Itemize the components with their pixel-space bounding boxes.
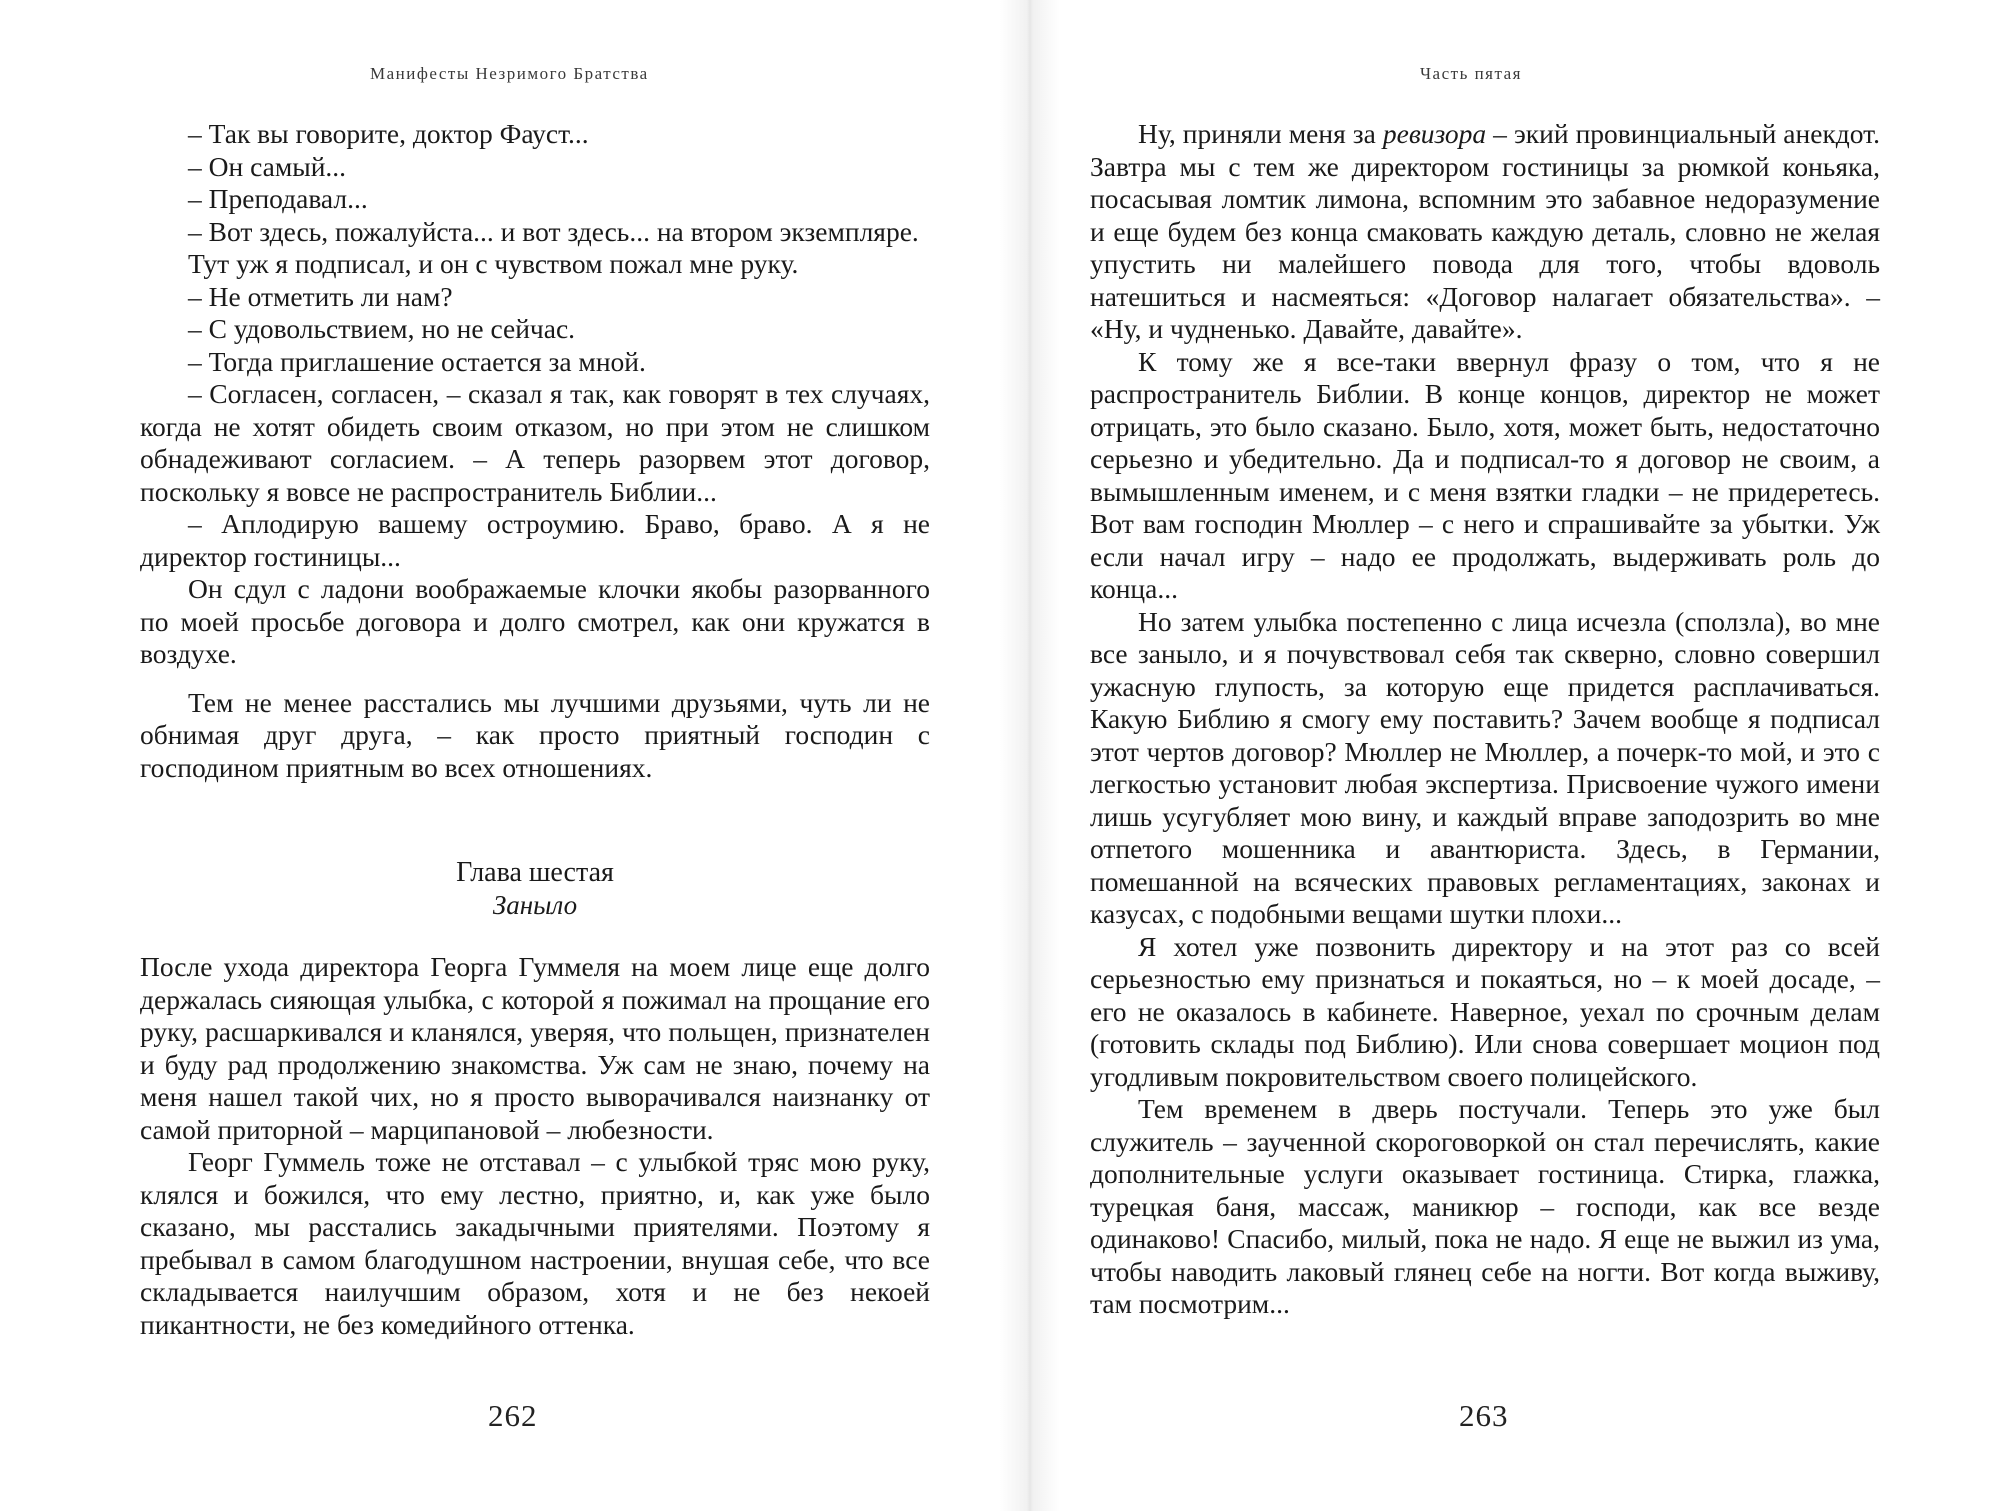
paragraph: Тем не менее расстались мы лучшими друзьями, чуть ли не обнимая друг друга, – как просто приятный господин с господином приятным во всех отношениях. xyxy=(140,686,930,783)
paragraph: К тому же я все-таки ввернул фразу о том, что я не распространитель Библии. В конце концов, директор не может отрицать, это было сказано. Было, хотя, может быть, недостаточно серьезно и убедительно. Да и подписал-то я договор не своим, а вымышленным именем, и с меня взятки гладки – не придеретесь. Вот вам господин Мюллер – с него и спрашивайте за убытки. Уж если начал игру – надо ее продолжать, выдерживать роль до конца... xyxy=(1090,345,1880,604)
paragraph: – Он самый... xyxy=(188,150,347,182)
italic-word: ревизора xyxy=(1382,118,1487,149)
paragraph: – Вот здесь, пожалуйста... и вот здесь... на втором экземпляре. xyxy=(188,215,919,247)
paragraph: Георг Гуммель тоже не отставал – с улыбкой тряс мою руку, клялся и божился, что ему лестно, приятно, и, как уже было сказано, мы расстались закадычными приятелями. Поэтому я пребывал в самом благодушном настроении, внушая себе, что все складывается наилучшим образом, хотя и не без некоей пикантности, не без комедийного оттенка. xyxy=(140,1146,930,1340)
left-page-number: 262 xyxy=(488,1398,538,1433)
chapter-heading xyxy=(140,856,930,921)
paragraph: Тут уж я подписал, и он с чувством пожал мне руку. xyxy=(188,248,799,279)
paragraph: – Не отметить ли нам? xyxy=(188,280,453,312)
paragraph: – Так вы говорите, доктор Фауст... xyxy=(188,118,589,149)
paragraph: Но затем улыбка постепенно с лица исчезла (сползла), во мне все заныло, и я почувствовал себя так скверно, словно совершил ужасную глупость, за которую еще придется расплачиваться. Какую Библию я смогу ему поставить? Зачем вообще я подписал этот чертов договор? Мюллер не Мюллер, а почерк-то мой, и это с легкостью установит любая экспертиза. Присвоение чужого имени лишь усугубляет мою вину, и каждый вправе заподозрить во мне отпетого мошенника и авантюриста. Здесь, в Германии, помешанной на всяческих правовых регламентациях, законах и казусах, с подобными вещами шутки плохи... xyxy=(1090,605,1880,929)
right-page-number: 263 xyxy=(1459,1398,1509,1433)
left-page-text xyxy=(140,118,930,1341)
paragraph: Он сдул с ладони воображаемые клочки якобы разорванного по моей просьбе договора и долго смотрел, как они кружатся в воздухе. xyxy=(140,573,930,669)
chapter-title: Глава шестая xyxy=(456,857,614,888)
paragraph-text: Ну, приняли меня за xyxy=(1138,118,1383,149)
paragraph: После ухода директора Георга Гуммеля на моем лице еще долго держалась сияющая улыбка, с которой я пожимал на прощание его руку, расшаркивался и кланялся, уверяя, что польщен, признателен и буду рад продолжению знакомства. Уж сам не знаю, почему на меня нашел такой чих, но я просто выворачивался наизнанку от самой приторной – марципановой – любезности. xyxy=(140,951,930,1145)
right-page xyxy=(1000,0,2000,1511)
paragraph: – Аплодирую вашему остроумию. Браво, браво. А я не директор гостиницы... xyxy=(140,508,930,572)
paragraph: – Преподавал... xyxy=(188,183,368,214)
paragraph: Тем временем в дверь постучали. Теперь это уже был служитель – заученной скороговоркой он стал перечислять, какие дополнительные услуги оказывает гостиница. Стирка, глажка, турецкая баня, массаж, маникюр – господи, как все везде одинаково! Спасибо, милый, пока не надо. Я еще не выжил из ума, чтобы наводить лаковый глянец себе на ногти. Вот когда выживу, там посмотрим... xyxy=(1090,1093,1880,1319)
paragraph: Я хотел уже позвонить директору и на этот раз со всей серьезностью ему признаться и покаяться, но – к моей досаде, – его не оказалось в кабинете. Наверное, уехал по срочным делам (готовить склады под Библию). Или снова совершает моцион под угодливым покровительством своего полицейского. xyxy=(1090,930,1880,1092)
chapter-subtitle: Заныло xyxy=(492,890,578,920)
paragraph: – Согласен, согласен, – сказал я так, как говорят в тех случаях, когда не хотят обидеть своим отказом, но при этом не слишком обнадеживают согласием. – А теперь разорвем этот договор, поскольку я вовсе не распространитель Библии... xyxy=(140,378,930,507)
paragraph: – С удовольствием, но не сейчас. xyxy=(188,313,576,344)
right-running-head-text: Часть пятая xyxy=(1420,64,1522,83)
paragraph: – Тогда приглашение остается за мной. xyxy=(188,345,646,377)
left-running-head-text: Манифесты Незримого Братства xyxy=(370,64,649,83)
paragraph xyxy=(1090,118,1880,346)
right-page-text xyxy=(1090,118,1880,1321)
paragraph-text: – экий провинциальный анекдот. Завтра мы с тем же директором гостиницы за рюмкой коньяка, посасывая ломтик лимона, вспомним это забавное недоразумение и еще будем без конца смаковать каждую деталь, словно не желая упустить ни малейшего повода для того, чтобы вдоволь натешиться и насмеяться: «Договор налагает обязательства». – «Ну, и чудненько. Давайте, давайте». xyxy=(1090,118,1881,344)
